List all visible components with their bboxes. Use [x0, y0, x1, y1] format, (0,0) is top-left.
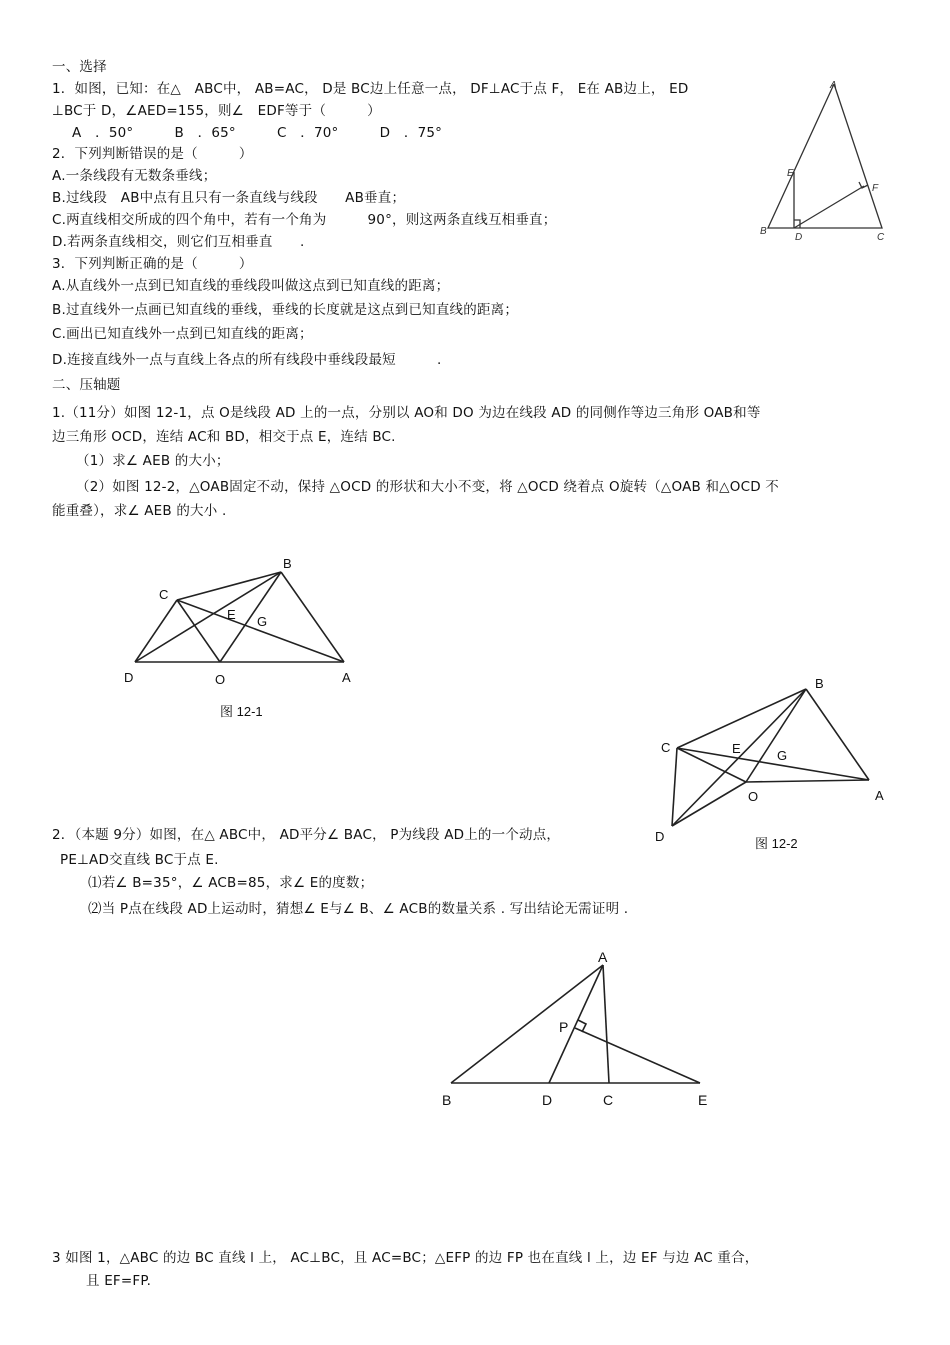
fig121-label-o: O — [215, 672, 226, 687]
q1-label-e: E — [787, 168, 794, 179]
q1-line2: ⊥BC于 D，∠AED=155，则∠ EDF等于（ ） — [52, 103, 381, 119]
q3-option-b: B.过直线外一点画已知直线的垂线，垂线的长度就是这点到已知直线的距离； — [52, 302, 519, 318]
fig122-label-e: E — [732, 741, 741, 756]
p2-sub1: ⑴若∠ B=35°，∠ ACB=85，求∠ E的度数； — [88, 875, 374, 891]
q3-stem: 3．下列判断正确的是（ ） — [52, 256, 253, 272]
q1-label-f: F — [872, 183, 879, 194]
q1-label-c: C — [877, 232, 885, 243]
p2-label-d: D — [542, 1092, 553, 1108]
q1-label-b: B — [760, 226, 767, 237]
p1-sub2-line1: （2）如图 12-2，△OAB固定不动，保持 △OCD 的形状和大小不变，将 △OCD 绕着点 O旋转（△OAB 和△OCD 不 — [76, 479, 780, 495]
p2-label-a: A — [598, 949, 608, 965]
p3-line1: 3 如图 1，△ABC 的边 BC 直线 l 上， AC⊥BC，且 AC=BC；△EFP 的边 FP 也在直线 l 上，边 EF 与边 AC 重合， — [52, 1250, 759, 1266]
fig122-label-a: A — [875, 788, 884, 803]
q1-label-a: A — [830, 80, 837, 91]
fig121-caption: 图 12-1 — [220, 704, 263, 719]
fig121-label-c: C — [159, 587, 169, 602]
q1-line1: 1．如图，已知：在△ ABC中， AB=AC， D是 BC边上任意一点， DF⊥AC于点 F， E在 AB边上， ED — [52, 81, 689, 97]
p2-label-e: E — [698, 1092, 708, 1108]
fig122-label-b: B — [815, 676, 824, 691]
section2-heading: 二、压轴题 — [52, 377, 121, 393]
p2-label-c: C — [603, 1092, 614, 1108]
p1-line2: 边三角形 OCD，连结 AC和 BD，相交于点 E，连结 BC. — [52, 429, 396, 445]
fig122-label-o: O — [748, 789, 759, 804]
p2-sub2: ⑵当 P点在线段 AD上运动时，猜想∠ E与∠ B、∠ ACB的数量关系 . 写出结论无需证明 . — [88, 901, 629, 917]
fig122-label-c: C — [661, 740, 671, 755]
q2-stem: 2．下列判断错误的是（ ） — [52, 146, 253, 162]
q3-option-a: A.从直线外一点到已知直线的垂线段叫做这点到已知直线的距离； — [52, 278, 450, 294]
p1-sub2-line2: 能重叠），求∠ AEB 的大小 . — [52, 503, 227, 519]
fig122-caption: 图 12-2 — [755, 836, 798, 851]
section1-heading: 一、选择 — [52, 59, 107, 75]
q2-option-a: A.一条线段有无数条垂线； — [52, 168, 217, 184]
fig122-label-g: G — [777, 748, 788, 763]
fig121-label-d: D — [124, 670, 134, 685]
q3-option-d: D.连接直线外一点与直线上各点的所有线段中垂线段最短 . — [52, 352, 442, 368]
fig121-label-a: A — [342, 670, 351, 685]
p2-label-p: P — [559, 1019, 569, 1035]
q1-options: A ．50° B ．65° C ．70° D ．75° — [72, 125, 443, 141]
p2-line2: PE⊥AD交直线 BC于点 E. — [60, 852, 219, 868]
q2-option-b: B.过线段 AB中点有且只有一条直线与线段 AB垂直； — [52, 190, 406, 206]
problem2-figure — [436, 945, 726, 1115]
q2-option-c: C.两直线相交所成的四个角中，若有一个角为 90°，则这两条直线互相垂直； — [52, 212, 557, 228]
q1-label-d: D — [795, 232, 803, 243]
figure-12-2 — [645, 672, 900, 857]
q3-option-c: C.画出已知直线外一点到已知直线的距离； — [52, 326, 313, 342]
q1-triangle-figure — [758, 78, 898, 243]
p3-line2: 且 EF=FP. — [86, 1273, 152, 1289]
figure-12-1 — [115, 550, 375, 725]
p2-line1: 2．（本题 9分）如图，在△ ABC中， AD平分∠ BAC， P为线段 AD上的一个动点， — [52, 827, 561, 843]
p2-label-b: B — [442, 1092, 452, 1108]
p1-sub1: （1）求∠ AEB 的大小； — [76, 453, 230, 469]
fig121-label-b: B — [283, 556, 292, 571]
q2-option-d: D.若两条直线相交，则它们互相垂直 . — [52, 234, 305, 250]
fig121-label-g: G — [257, 614, 268, 629]
fig122-label-d: D — [655, 829, 665, 844]
p1-line1: 1.（11分）如图 12-1，点 O是线段 AD 上的一点，分别以 AO和 DO 为边在线段 AD 的同侧作等边三角形 OAB和等 — [52, 405, 761, 421]
fig121-label-e: E — [227, 607, 236, 622]
